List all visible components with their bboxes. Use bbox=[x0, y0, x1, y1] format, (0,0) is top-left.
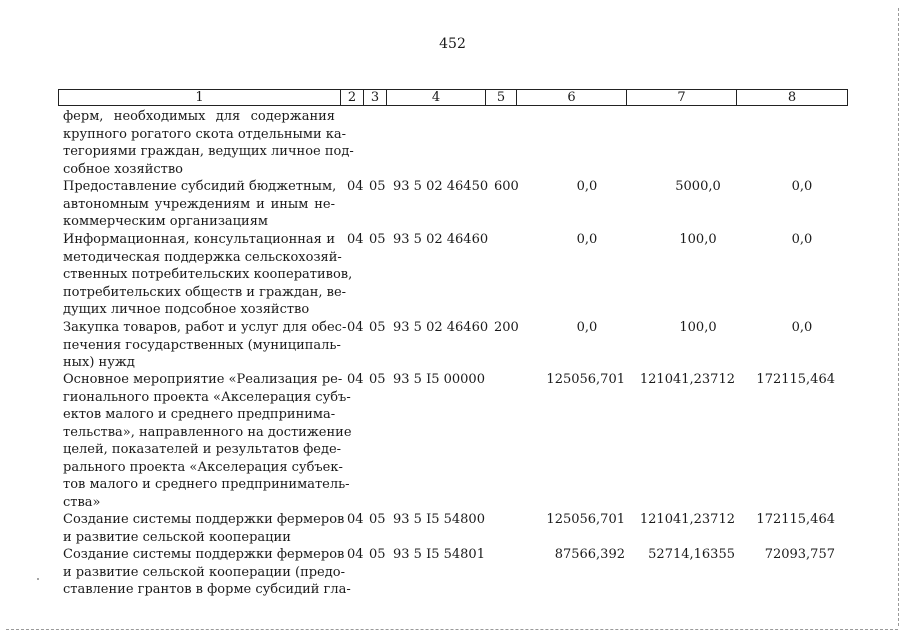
col-amount-year2: 121041,23712 bbox=[639, 512, 735, 527]
description-line: Информационная, консультационная и bbox=[63, 232, 335, 247]
col-subsection: 05 bbox=[369, 179, 386, 194]
description-line: Создание системы поддержки фермеров bbox=[63, 547, 345, 562]
description-line: Предоставление субсидий бюджетным, bbox=[63, 179, 337, 194]
row-description bbox=[63, 511, 345, 546]
col-target-article: 93 5 02 46460 bbox=[393, 320, 489, 335]
description-line: ства» bbox=[63, 494, 101, 510]
description-line: Закупка товаров, работ и услуг для обес- bbox=[63, 320, 347, 335]
description-line: целей, показателей и результатов феде- bbox=[63, 442, 342, 457]
page-border-right bbox=[898, 8, 899, 626]
page-border-bottom bbox=[6, 629, 898, 630]
description-line: Основное мероприятие «Реализация ре- bbox=[63, 372, 343, 387]
col-amount-year2: 5000,0 bbox=[675, 179, 721, 194]
description-line: тегориями граждан, ведущих личное под- bbox=[63, 144, 354, 159]
col-section: 04 bbox=[347, 232, 364, 247]
row-description bbox=[63, 546, 351, 599]
col-amount-year2: 121041,23712 bbox=[639, 372, 735, 387]
col-amount-year1: 87566,392 bbox=[554, 547, 625, 562]
col-amount-year1: 0,0 bbox=[576, 232, 598, 247]
page-number: 452 bbox=[439, 36, 466, 52]
header-col-2: 2 bbox=[341, 90, 364, 105]
header-col-4: 4 bbox=[387, 90, 486, 105]
col-amount-year2: 100,0 bbox=[679, 232, 717, 247]
scan-speck bbox=[37, 578, 39, 580]
col-target-article: 93 5 I5 54801 bbox=[393, 547, 485, 562]
col-amount-year1: 0,0 bbox=[576, 179, 598, 194]
header-col-6: 6 bbox=[517, 90, 627, 105]
col-amount-year1: 125056,701 bbox=[546, 372, 625, 387]
col-target-article: 93 5 02 46450 bbox=[393, 179, 489, 194]
description-line: ставление грантов в форме субсидий гла- bbox=[63, 582, 351, 597]
description-line: ферм, необходимых для содержания bbox=[63, 109, 335, 124]
description-line: собное хозяйство bbox=[63, 161, 183, 177]
col-amount-year2: 100,0 bbox=[679, 320, 717, 335]
header-col-3: 3 bbox=[364, 90, 387, 105]
table-header bbox=[58, 89, 848, 106]
col-section: 04 bbox=[347, 512, 364, 527]
row-description bbox=[63, 178, 335, 231]
col-expense-type: 600 bbox=[494, 179, 519, 194]
col-subsection: 05 bbox=[369, 547, 386, 562]
col-amount-year3: 0,0 bbox=[791, 320, 813, 335]
col-subsection: 05 bbox=[369, 512, 386, 527]
description-line: ектов малого и среднего предпринима- bbox=[63, 407, 336, 422]
col-amount-year2: 52714,16355 bbox=[648, 547, 735, 562]
row-description bbox=[63, 319, 347, 372]
header-col-7: 7 bbox=[627, 90, 737, 105]
col-expense-type: 200 bbox=[494, 320, 519, 335]
row-description bbox=[63, 108, 354, 178]
description-line: методическая поддержка сельскохозяй- bbox=[63, 249, 342, 265]
description-line: крупного рогатого скота отдельными ка- bbox=[63, 126, 347, 142]
description-line: потребительских обществ и граждан, ве- bbox=[63, 284, 347, 300]
row-description bbox=[63, 231, 353, 319]
col-subsection: 05 bbox=[369, 372, 386, 387]
col-section: 04 bbox=[347, 372, 364, 387]
description-line: и развитие сельской кооперации bbox=[63, 529, 291, 545]
description-line: коммерческим организациям bbox=[63, 214, 269, 229]
description-line: тов малого и среднего предприниматель- bbox=[63, 477, 350, 492]
row-description bbox=[63, 371, 352, 511]
col-subsection: 05 bbox=[369, 232, 386, 247]
header-col-1: 1 bbox=[59, 90, 341, 105]
col-amount-year3: 0,0 bbox=[791, 179, 813, 194]
header-col-8: 8 bbox=[787, 90, 797, 105]
col-target-article: 93 5 02 46460 bbox=[393, 232, 489, 247]
description-line: тельства», направленного на достижение bbox=[63, 424, 352, 440]
col-section: 04 bbox=[347, 179, 364, 194]
description-line: ных) нужд bbox=[63, 355, 135, 370]
description-line: ственных потребительских кооперативов, bbox=[63, 267, 353, 282]
col-amount-year3: 172115,464 bbox=[756, 372, 835, 387]
col-amount-year1: 0,0 bbox=[576, 320, 598, 335]
description-line: автономным учреждениям и иным не- bbox=[63, 196, 335, 212]
col-amount-year3: 0,0 bbox=[791, 232, 813, 247]
col-target-article: 93 5 I5 00000 bbox=[393, 372, 485, 387]
description-line: и развитие сельской кооперации (предо- bbox=[63, 564, 345, 580]
col-amount-year3: 72093,757 bbox=[764, 547, 835, 562]
description-line: рального проекта «Акселерация субъек- bbox=[63, 459, 343, 475]
col-section: 04 bbox=[347, 547, 364, 562]
description-line: гионального проекта «Акселерация субъ- bbox=[63, 389, 351, 405]
description-line: Создание системы поддержки фермеров bbox=[63, 512, 345, 527]
description-line: печения государственных (муниципаль- bbox=[63, 337, 341, 353]
col-section: 04 bbox=[347, 320, 364, 335]
header-col-5: 5 bbox=[486, 90, 517, 105]
col-subsection: 05 bbox=[369, 320, 386, 335]
col-amount-year1: 125056,701 bbox=[546, 512, 625, 527]
col-target-article: 93 5 I5 54800 bbox=[393, 512, 485, 527]
description-line: дущих личное подсобное хозяйство bbox=[63, 302, 310, 317]
col-amount-year3: 172115,464 bbox=[756, 512, 835, 527]
